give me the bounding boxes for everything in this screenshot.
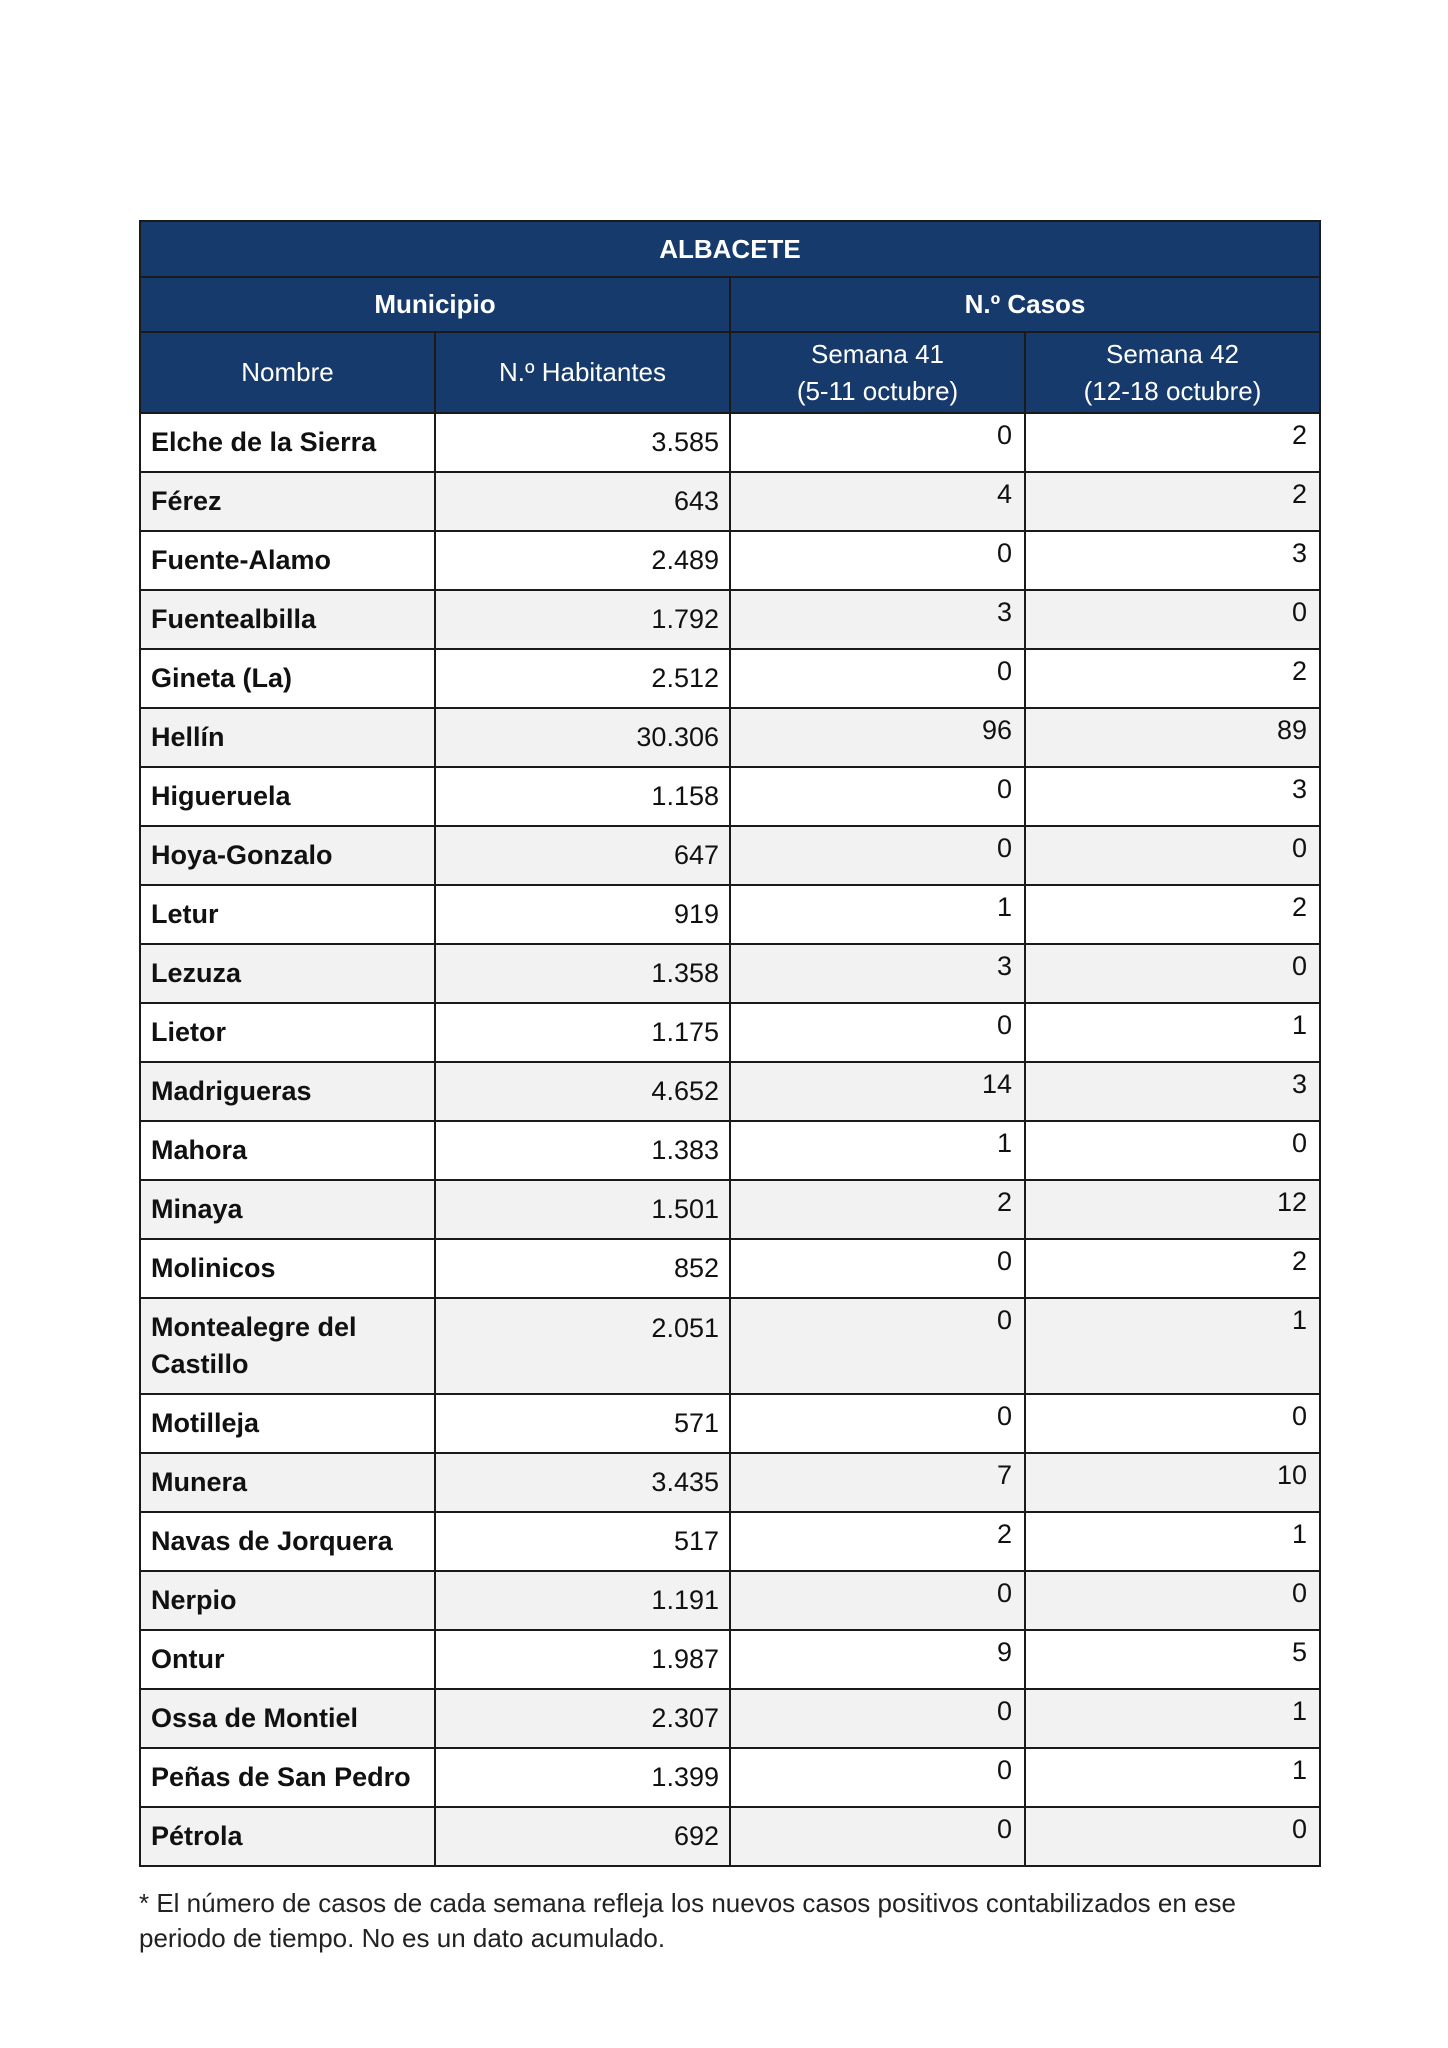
habitantes-value: 643 [435, 472, 730, 531]
table-row [140, 1512, 1320, 1571]
semana-41-value: 0 [730, 1689, 1025, 1748]
semana-41-value: 0 [730, 1394, 1025, 1453]
table-row [140, 1298, 1320, 1394]
column-header-semana-42 [1025, 332, 1320, 413]
municipio-name: Hellín [140, 708, 435, 767]
column-header-habitantes: N.º Habitantes [435, 332, 730, 413]
semana-42-value: 1 [1025, 1512, 1320, 1571]
table-row [140, 1630, 1320, 1689]
habitantes-value: 1.383 [435, 1121, 730, 1180]
habitantes-value: 571 [435, 1394, 730, 1453]
semana-41-value: 4 [730, 472, 1025, 531]
table-row [140, 1571, 1320, 1630]
habitantes-value: 647 [435, 826, 730, 885]
municipio-name: Motilleja [140, 1394, 435, 1453]
semana-42-value: 0 [1025, 826, 1320, 885]
semana-41-dates: (5-11 octubre) [796, 375, 959, 406]
table-row [140, 1239, 1320, 1298]
habitantes-value: 692 [435, 1807, 730, 1866]
habitantes-value: 2.512 [435, 649, 730, 708]
semana-42-value: 0 [1025, 1571, 1320, 1630]
semana-42-value: 1 [1025, 1003, 1320, 1062]
habitantes-value: 517 [435, 1512, 730, 1571]
semana-42-value: 0 [1025, 1121, 1320, 1180]
municipio-name: Ossa de Montiel [140, 1689, 435, 1748]
table-row [140, 1748, 1320, 1807]
cases-table [139, 220, 1321, 1867]
habitantes-value: 1.792 [435, 590, 730, 649]
municipio-name: Madrigueras [140, 1062, 435, 1121]
semana-41-value: 0 [730, 413, 1025, 472]
semana-41-value: 0 [730, 767, 1025, 826]
semana-42-value: 2 [1025, 649, 1320, 708]
semana-41-value: 0 [730, 1298, 1025, 1394]
column-header-semana-41 [730, 332, 1025, 413]
semana-41-value: 1 [730, 885, 1025, 944]
municipio-name: Pétrola [140, 1807, 435, 1866]
municipio-name: Letur [140, 885, 435, 944]
table-row [140, 1180, 1320, 1239]
semana-41-value: 0 [730, 1807, 1025, 1866]
municipio-name: Higueruela [140, 767, 435, 826]
semana-42-value: 5 [1025, 1630, 1320, 1689]
municipio-name: Férez [140, 472, 435, 531]
municipio-name: Minaya [140, 1180, 435, 1239]
group-header-municipio: Municipio [140, 277, 730, 332]
table-row [140, 1121, 1320, 1180]
semana-41-value: 9 [730, 1630, 1025, 1689]
table-row [140, 767, 1320, 826]
habitantes-value: 1.987 [435, 1630, 730, 1689]
municipio-name: Navas de Jorquera [140, 1512, 435, 1571]
table-row [140, 590, 1320, 649]
habitantes-value: 2.489 [435, 531, 730, 590]
footnote: * El número de casos de cada semana refleja los nuevos casos positivos contabilizados en ese periodo de tiempo. No es un dato acumulado. [139, 1888, 1236, 1953]
table-title: ALBACETE [140, 221, 1320, 277]
semana-42-value: 2 [1025, 472, 1320, 531]
habitantes-value: 3.585 [435, 413, 730, 472]
municipio-name: Lezuza [140, 944, 435, 1003]
semana-42-value: 12 [1025, 1180, 1320, 1239]
semana-42-value: 89 [1025, 708, 1320, 767]
semana-41-value: 0 [730, 1239, 1025, 1298]
municipio-name: Gineta (La) [140, 649, 435, 708]
semana-41-value: 0 [730, 826, 1025, 885]
habitantes-value: 30.306 [435, 708, 730, 767]
habitantes-value: 1.399 [435, 1748, 730, 1807]
habitantes-value: 1.175 [435, 1003, 730, 1062]
municipio-name: Peñas de San Pedro [140, 1748, 435, 1807]
semana-41-value: 1 [730, 1121, 1025, 1180]
semana-42-value: 3 [1025, 767, 1320, 826]
municipio-name: Mahora [140, 1121, 435, 1180]
group-header-casos: N.º Casos [730, 277, 1320, 332]
habitantes-value: 852 [435, 1239, 730, 1298]
semana-41-value: 3 [730, 590, 1025, 649]
semana-42-value: 0 [1025, 1807, 1320, 1866]
habitantes-value: 2.051 [435, 1298, 730, 1394]
municipio-name: Molinicos [140, 1239, 435, 1298]
habitantes-value: 1.358 [435, 944, 730, 1003]
table-header [140, 221, 1320, 413]
semana-41-value: 2 [730, 1512, 1025, 1571]
semana-42-value: 2 [1025, 885, 1320, 944]
semana-42-value: 1 [1025, 1748, 1320, 1807]
semana-42-value: 1 [1025, 1298, 1320, 1394]
semana-42-value: 1 [1025, 1689, 1320, 1748]
table-row [140, 531, 1320, 590]
municipio-name: Fuentealbilla [140, 590, 435, 649]
table-row [140, 885, 1320, 944]
table-row [140, 1807, 1320, 1866]
semana-41-value: 7 [730, 1453, 1025, 1512]
municipio-name: Ontur [140, 1630, 435, 1689]
semana-42-value: 3 [1025, 531, 1320, 590]
municipio-name: Montealegre del Castillo [140, 1298, 435, 1394]
semana-41-value: 2 [730, 1180, 1025, 1239]
habitantes-value: 2.307 [435, 1689, 730, 1748]
municipio-name: Elche de la Sierra [140, 413, 435, 472]
column-header-nombre: Nombre [140, 332, 435, 413]
municipio-name: Nerpio [140, 1571, 435, 1630]
semana-41-value: 0 [730, 649, 1025, 708]
table-row [140, 708, 1320, 767]
semana-42-value: 2 [1025, 1239, 1320, 1298]
table-row [140, 1062, 1320, 1121]
semana-42-value: 0 [1025, 1394, 1320, 1453]
table-row [140, 1394, 1320, 1453]
semana-41-value: 0 [730, 1003, 1025, 1062]
semana-41-value: 14 [730, 1062, 1025, 1121]
semana-42-value: 10 [1025, 1453, 1320, 1512]
semana-42-value: 2 [1025, 413, 1320, 472]
semana-41-label: Semana 41 [811, 338, 944, 369]
semana-42-value: 0 [1025, 590, 1320, 649]
table-row [140, 472, 1320, 531]
table-row [140, 413, 1320, 472]
semana-42-dates: (12-18 octubre) [1083, 375, 1262, 406]
table-row [140, 1689, 1320, 1748]
habitantes-value: 1.158 [435, 767, 730, 826]
habitantes-value: 919 [435, 885, 730, 944]
table-row [140, 1003, 1320, 1062]
semana-42-label: Semana 42 [1106, 338, 1239, 369]
municipio-name: Hoya-Gonzalo [140, 826, 435, 885]
semana-41-value: 0 [730, 1571, 1025, 1630]
habitantes-value: 3.435 [435, 1453, 730, 1512]
table-row [140, 649, 1320, 708]
municipio-name: Fuente-Alamo [140, 531, 435, 590]
table-row [140, 944, 1320, 1003]
semana-41-value: 96 [730, 708, 1025, 767]
table-body [140, 413, 1320, 1866]
habitantes-value: 1.191 [435, 1571, 730, 1630]
table-row [140, 1453, 1320, 1512]
habitantes-value: 1.501 [435, 1180, 730, 1239]
semana-42-value: 0 [1025, 944, 1320, 1003]
semana-42-value: 3 [1025, 1062, 1320, 1121]
habitantes-value: 4.652 [435, 1062, 730, 1121]
table-row [140, 826, 1320, 885]
municipio-name: Munera [140, 1453, 435, 1512]
semana-41-value: 3 [730, 944, 1025, 1003]
semana-41-value: 0 [730, 531, 1025, 590]
municipio-name: Lietor [140, 1003, 435, 1062]
semana-41-value: 0 [730, 1748, 1025, 1807]
